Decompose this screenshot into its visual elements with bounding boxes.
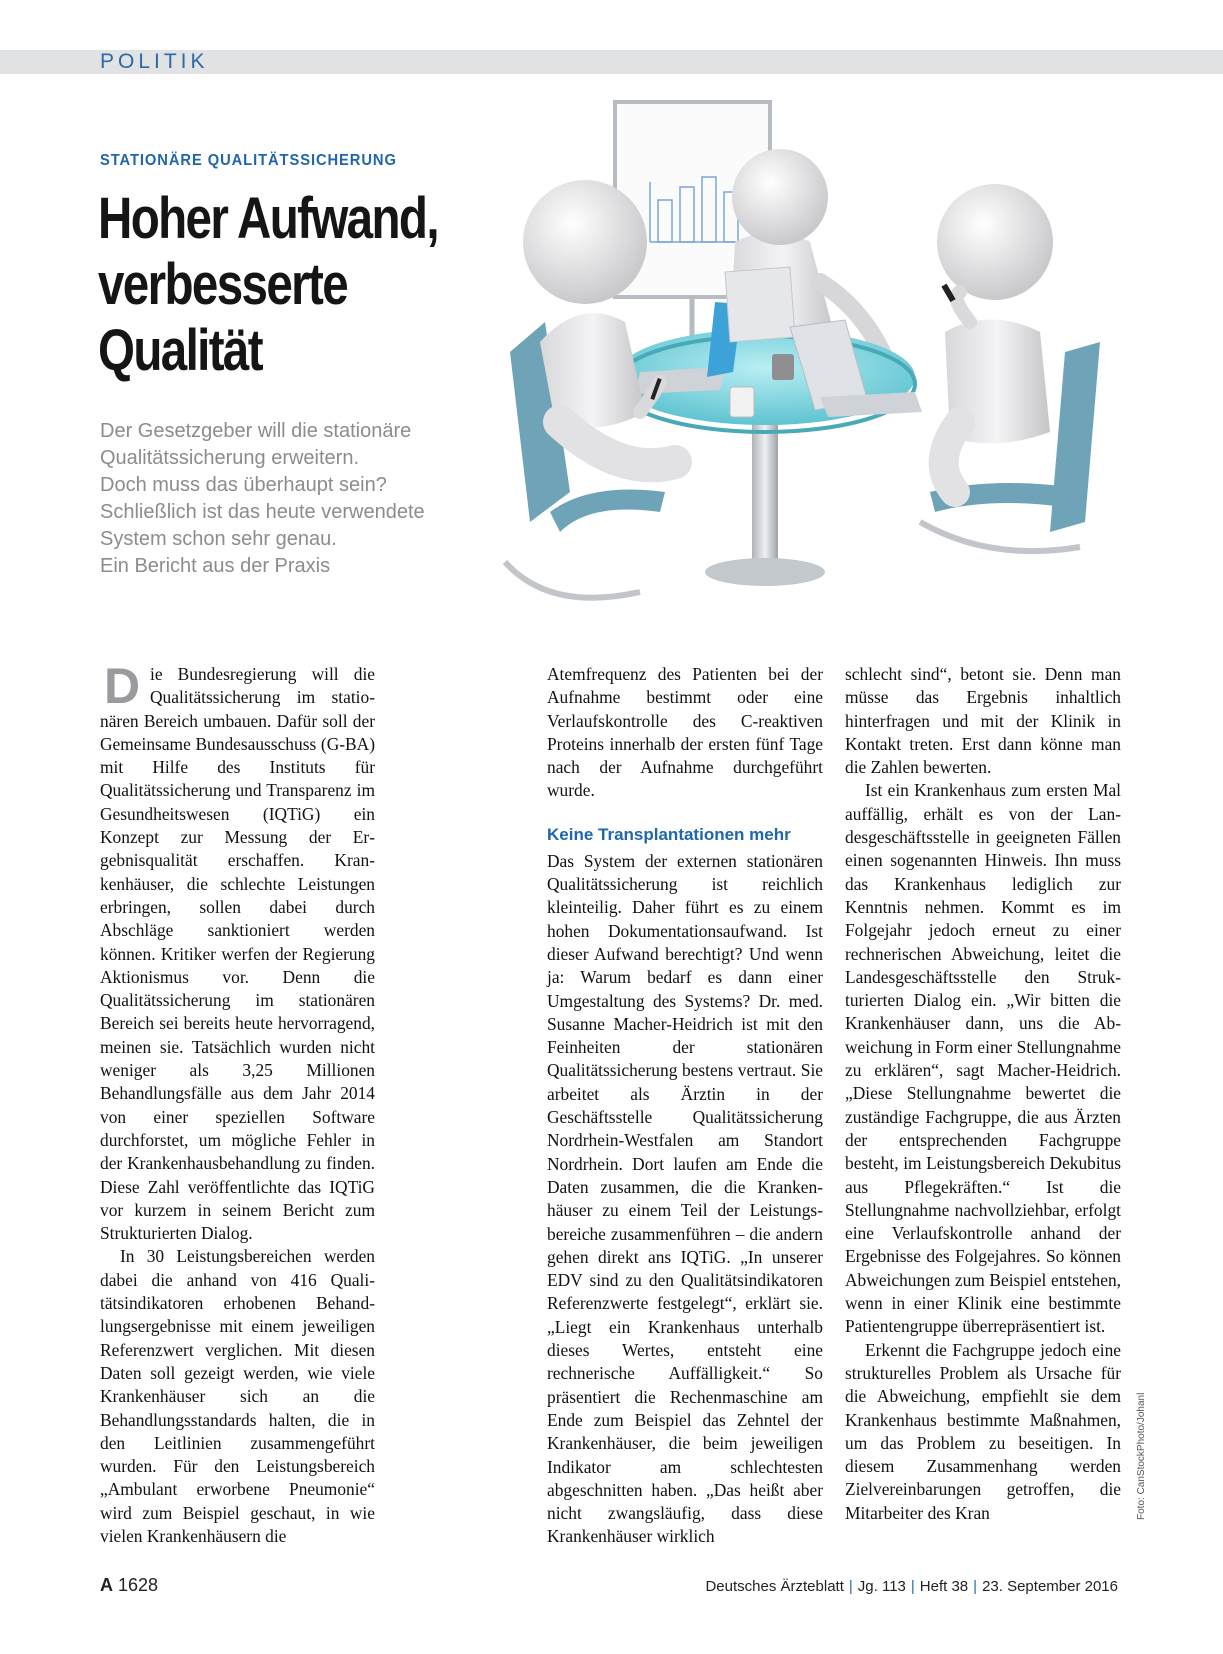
figure-right [937,184,1053,492]
journal-name: Deutsches Ärzteblatt [705,1578,844,1595]
dropcap: D [103,658,141,714]
body-paragraph: schlecht sind“, betont sie. Denn man müsse das Ergebnis inhaltlich hinterfragen und mit der Klinik in Kontakt treten. Erst dann könne man die Zahlen bewerten. [845,664,1121,778]
lede-line: Der Gesetzgeber will die stationäre [100,420,412,442]
kicker: STATIONÄRE QUALITÄTSSICHERUNG [100,152,397,169]
lede-line: Doch muss das überhaupt sein? [100,474,387,496]
photo-credit: Foto: CanStockPhoto/Johanl [1136,1392,1147,1520]
article-column-3 [845,663,1121,1525]
lede-line: Qualitätssicherung erweitern. [100,447,360,469]
body-paragraph: Atemfrequenz des Patienten bei der Aufnahme bestimmt oder eine Verlaufskontrolle des C-reaktiven Proteins innerhalb der ersten fünf Tage nach der Aufnahme durchgeführt wurde. [547,664,823,801]
body-text: ie Bundesregierung will die Qualitätssicherung im stationären Bereich umbauen. Dafür soll der Gemeinsame Bundesausschuss (G-BA) mit Hilfe des Instituts für Qualitätssicherung und Transparenz im Gesundheitswesen (IQTiG) ein Konzept zur Messung der Ergebnisqualität erschaffen. Krankenhäuser, die schlechte Leistungen erbringen, sollen dabei durch Abschläge sanktioniert werden können. Kritiker werfen der Regierung Aktionismus vor. Denn die Qualitätssicherung im stationären Bereich sei bereits heute hervorragend, meinen sie. Tatsächlich wurden nicht weniger als 3,25 Millionen Behandlungsfälle aus dem Jahr 2014 von einer speziellen Software durchforstet, um mögliche Fehler in der Krankenhausbehandlung zu finden. Diese Zahl veröffentlichte das IQTiG vor kurzem in seinem Bericht zum Strukturierten Dialog. [100,664,375,1244]
separator: | [848,1578,853,1595]
lede [100,418,500,580]
body-paragraph: Ist ein Krankenhaus zum ersten Mal auffällig, erhält es von der Landesgeschäftsstelle in geeigneten Fällen einen sogenannten Hinweis. Ihn muss das Krankenhaus lediglich zur Kenntnis nehmen. Kommt es im Folgejahr jedoch erneut zu einer rechnerischen Abweichung, leitet die Landesgeschäftsstelle den Strukturierten Dialog ein. „Wir bitten die Krankenhäuser dann, uns die Abweichung in Form einer Stellungnahme zu erklären“, sagt Macher-Heidrich. „Diese Stellungnahme bewertet die zuständige Fachgruppe, die aus Ärzten der entsprechenden Fachgruppe besteht, im Leistungsbereich Dekubitus aus Pflegekräften.“ Ist die Stellungnahme nachvollziehbar, erfolgt eine Verlaufskontrolle anhand der Ergebnisse des Folgejahres. So können Abweichungen zum Beispiel entstehen, wenn in einer Klinik eine bestimmte Patientengruppe überrepräsentiert ist. [845,780,1121,1337]
body-paragraph: Das System der externen stationären Qualitätssicherung ist reichlich kleinteilig. Daher führt es zu einem hohen Dokumentationsaufwand. Ist dieser Aufwand berechtigt? Und wenn ja: Warum bedarf es dann einer Umgestaltung des Systems? Dr. med. Susanne Macher-Heidrich ist mit den Feinheiten der stationären Qualitätssicherung bestens vertraut. Sie arbeitet als Ärztin in der Geschäftsstelle Qualitätssicherung Nordrhein-Westfalen am Standort Nordrhein. Dort laufen am Ende die Daten zusammen, die die Krankenhäuser zu einem Teil der Leistungsbereiche zusammenführen – die andern gehen direkt ans IQTiG. „In unserer EDV sind zu den Qualitätsindikatoren Referenzwerte festgelegt“, erklärt sie. „Liegt ein Krankenhaus unterhalb dieses Wertes, entsteht eine rechnerische Auffälligkeit.“ So präsentiert die Rechenmaschine am Ende zum Beispiel das Zehntel der Krankenhäuser, die beim jeweiligen Indikator am schlechtesten abgeschnitten haben. „Das heißt aber nicht zwangsläufig, dass diese Krankenhäuser wirklich [547,850,823,1547]
page-number [100,1575,158,1596]
headline-line: Hoher Aufwand, [98,186,438,251]
page-letter: A [100,1575,113,1595]
body-paragraph: Erkennt die Fachgruppe jedoch eine strukturelles Problem als Ursache für die Abweichung, empfiehlt sie dem Krankenhaus bestimmte Maßnahmen, um das Problem zu beseitigen. In diesem Zusammenhang werden Zielvereinbarungen getroffen, die Mitarbeiter des Kran [845,1339,1121,1523]
separator: | [910,1578,915,1595]
separator: | [973,1578,978,1595]
issue: Heft 38 [919,1578,969,1595]
volume: Jg. 113 [857,1578,906,1595]
article-column-2 [547,663,823,1549]
body-paragraph [100,658,375,1245]
headline-line: verbesserte [98,252,348,317]
publication-info [705,1578,1118,1595]
headline [98,186,438,384]
lede-line: Ein Bericht aus der Praxis [100,555,331,577]
subheading: Keine Transplantationen mehr [547,824,791,844]
lede-line: System schon sehr genau. [100,528,337,550]
meeting-figures-illustration [490,92,1180,652]
lede-line: Schließlich ist das heute verwendete [100,501,425,523]
publication-date: 23. September 2016 [982,1578,1118,1595]
body-paragraph: In 30 Leistungsbereichen werden dabei die anhand von 416 Qualitätsindikatoren erhobenen Behandlungsergebnisse mit einem jeweiligen Referenzwert verglichen. Mit diesen Daten soll gezeigt werden, wie viele Krankenhäuser sich an die Behandlungsstandards halten, die in den Leitlinien zusammengeführt wurden. Für den Leistungsbereich „Ambulant erworbene Pneumonie“ wird zum Beispiel geschaut, in wie vielen Krankenhäusern die [100,1246,375,1546]
headline-line: Qualität [98,318,262,383]
section-label: POLITIK [100,50,209,73]
page-number-value: 1628 [118,1575,159,1595]
article-column-1 [100,658,375,1548]
